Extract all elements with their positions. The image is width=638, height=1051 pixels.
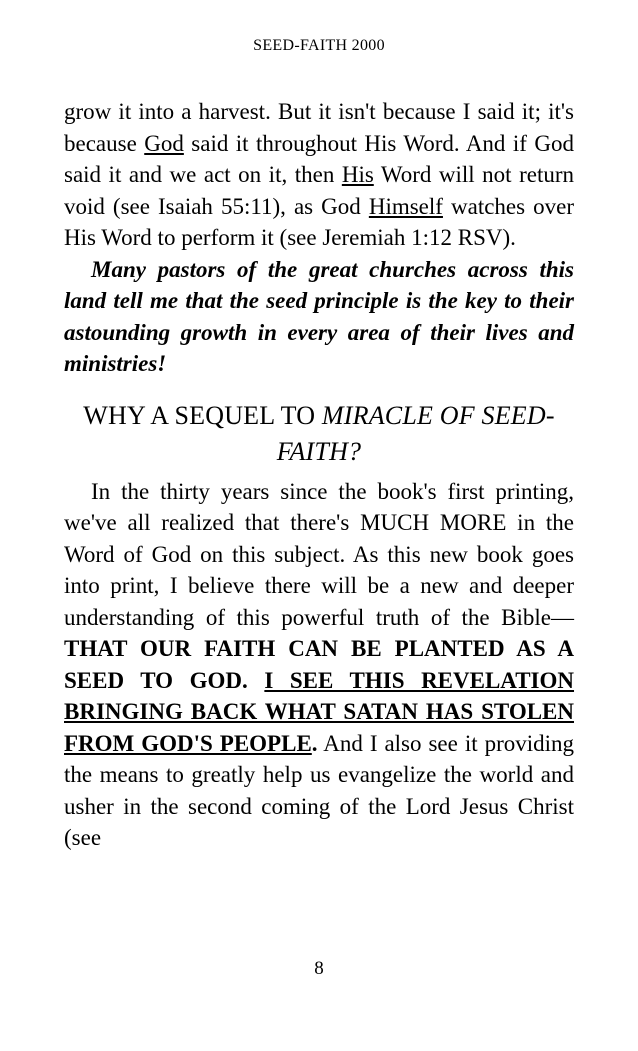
text-segment: In the thirty years since the book's first printing, we've all realized that there's MUCH MORE in the Word of God on this subject. As this new book goes into print, I believe there will be a new and deeper understanding of this powerful truth of the Bible— [64,478,574,630]
text-segment: Word will not return void (see Isaiah 55:11), as God [64,162,574,219]
heading-plain-text: WHY A SEQUEL TO [83,400,322,430]
running-header: SEED-FAITH 2000 [253,37,385,54]
bold-statement: THAT OUR FAITH CAN BE PLANTED AS A SEED TO GOD. [64,636,574,693]
emphasis-paragraph: Many pastors of the great churches across this land tell me that the seed principle is the key to their astounding growth in every area of their lives and ministries! [64,256,574,376]
body-paragraph [64,476,574,854]
heading-book-title: MIRACLE OF SEED-FAITH? [276,400,555,466]
section-heading [64,398,574,470]
text-segment: said it throughout His Word. And if God said it and we act on it, then [64,130,574,187]
text-segment: watches over His Word to perform it (see Jeremiah 1:12 RSV). [64,193,574,250]
text-space [248,668,265,693]
bold-period: . [311,730,318,756]
bold-underlined-statement: I SEE THIS REVELATION BRINGING BACK WHAT SATAN HAS STOLEN FROM GOD'S PEOPLE [64,667,575,756]
underlined-word-god: God [144,130,184,156]
paragraph-continuation [64,96,574,254]
underlined-word-his: His [341,162,374,187]
underlined-word-himself: Himself [368,193,443,219]
text-segment: grow it into a harvest. But it isn't because I said it; it's because [64,99,574,156]
text-segment: And I also see it providing the means to greatly help us evangelize the world and usher in the second coming of the Lord Jesus Christ (see [64,730,575,850]
page-body [64,96,574,854]
page-number: 8 [314,958,324,979]
